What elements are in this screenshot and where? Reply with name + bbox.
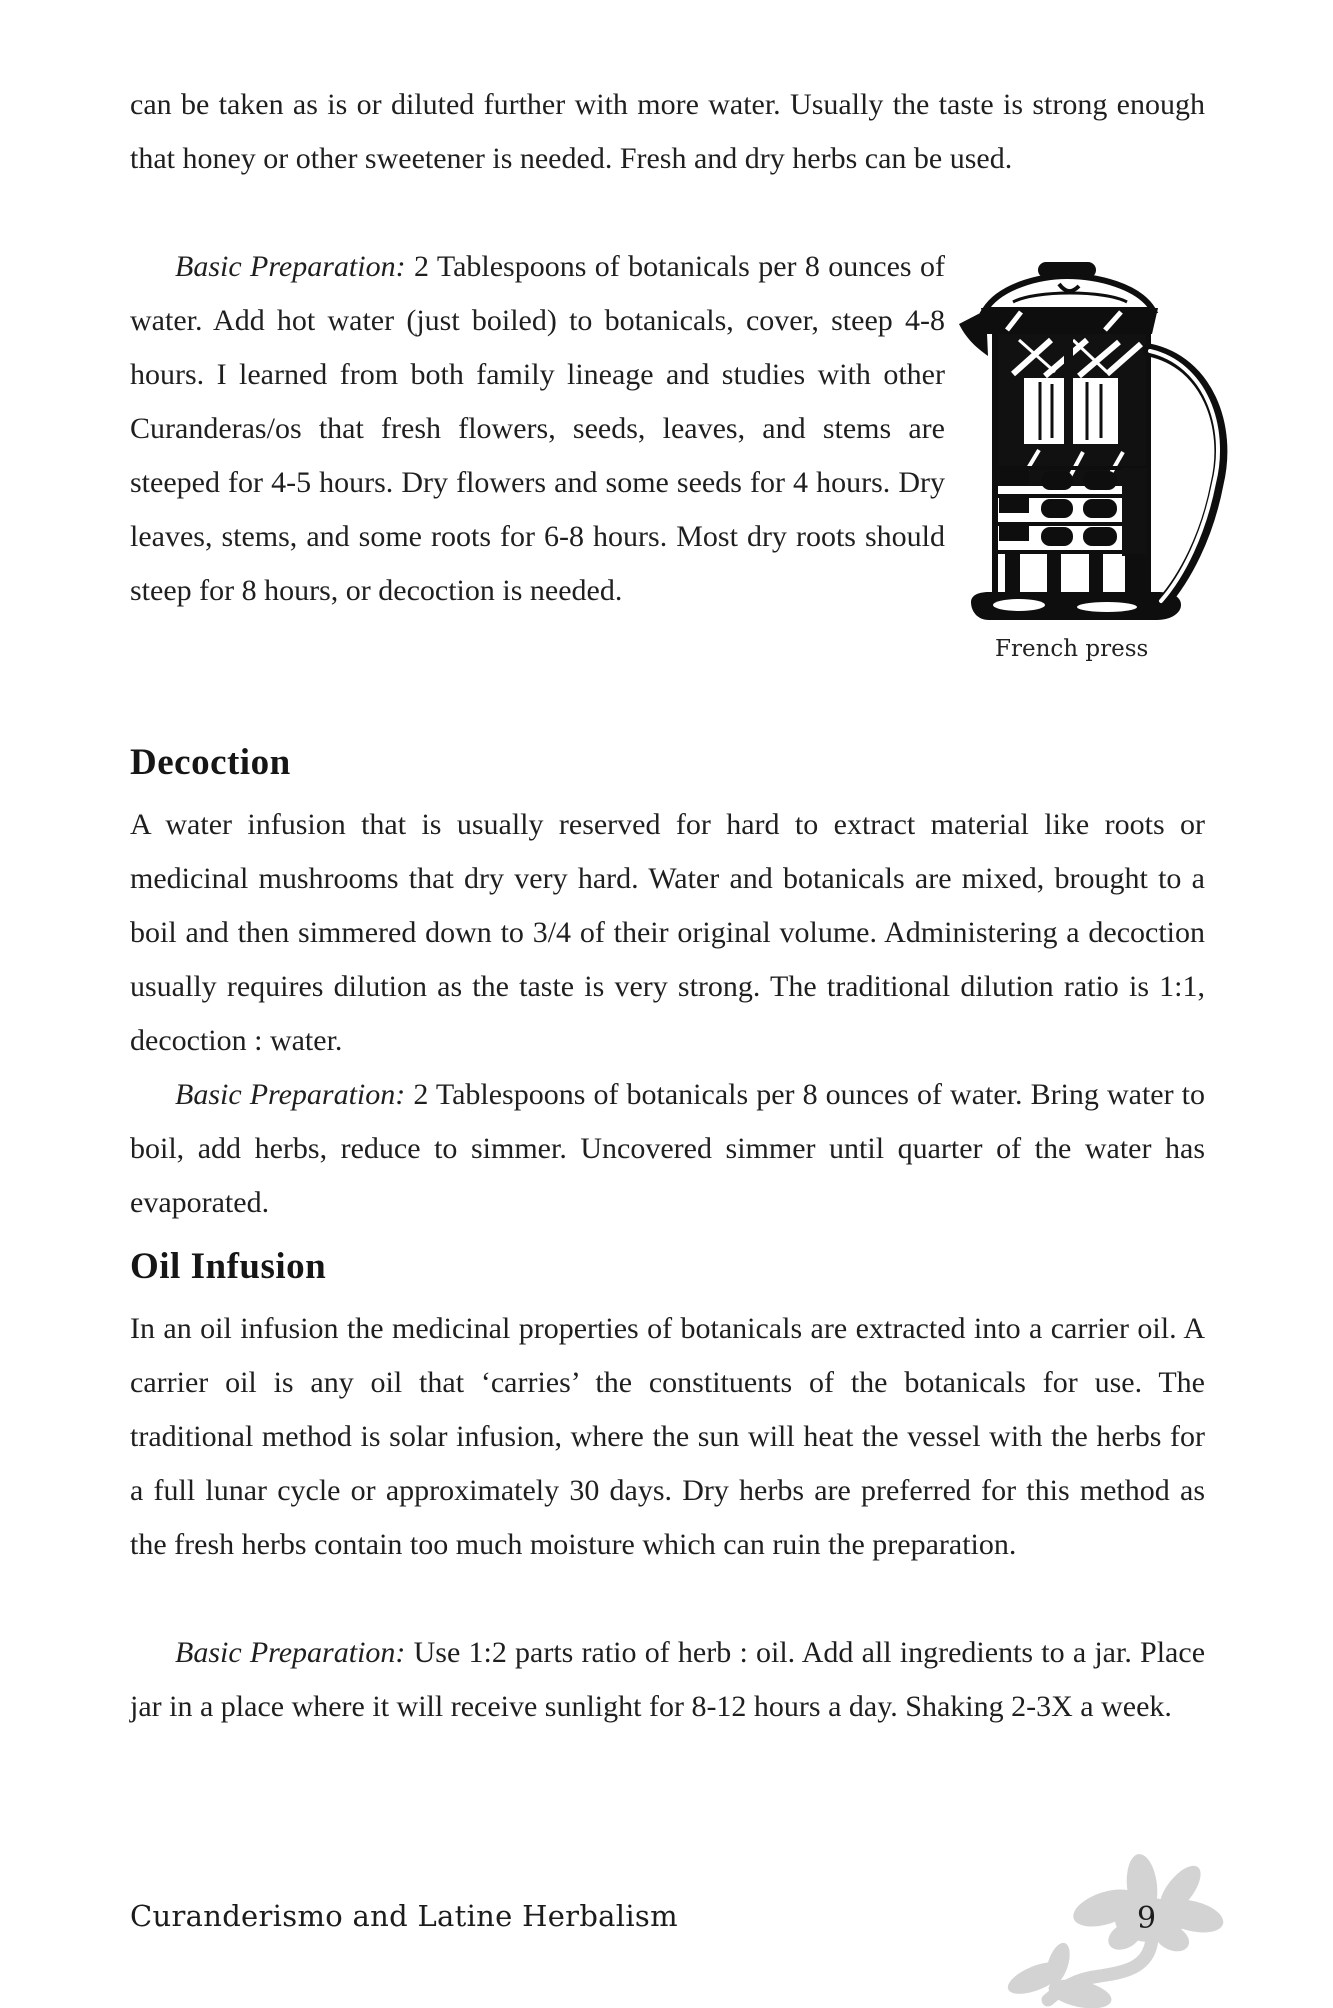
decoction-prep-text: 2 Tablespoons of botanicals per 8 ounces of water. Bring water to boil, add herbs, reduce to simmer. Uncovered simmer until quarter of the water has evaporated. [130,1078,1206,1219]
paragraph-oil-prep [130,1626,1205,1788]
oil-prep-lead: Basic Preparation: [175,1636,406,1669]
french-press-illustration [955,258,1245,628]
paragraph-intro [130,78,1205,240]
page-number: 9 [1137,1901,1157,1936]
infusion-prep-text: 2 Tablespoons of botanicals per 8 ounces of water. Add hot water (just boiled) to botanicals, cover, steep 4-8 hours. I learned from both family lineage and studies with other Curanderas/os that fresh flowers, seeds, leaves, and stems are steeped for 4-5 hours. Dry flowers and some seeds for 4 hours. Dry leaves, stems, and some roots for 6-8 hours. Most dry roots should steep for 8 hours, or decoction is needed. [130,250,945,607]
infusion-prep-lead: Basic Preparation: [175,250,406,283]
text-column [130,0,1205,1788]
oil-prep-text: Use 1:2 parts ratio of herb : oil. Add all ingredients to a jar. Place jar in a place where it will receive sunlight for 8-12 hours a day. Shaking 2-3X a week. [130,1636,1206,1723]
paragraph-decoction-body: A water infusion that is usually reserved for hard to extract material like roots or medicinal mushrooms that dry very hard. Water and botanicals are mixed, brought to a boil and then simmered down to 3/4 of their original volume. Administering a decoction usually requires dilution as the taste is very strong. The traditional dilution ratio is 1:1, decoction : water. [130,808,1205,1057]
book-title: Curanderismo and Latine Herbalism [130,1899,678,1933]
paragraph-intro-text: can be taken as is or diluted further with more water. Usually the taste is strong enough that honey or other sweetener is needed. Fresh and dry herbs can be used. [130,88,1205,175]
leaf-decoration [1000,1848,1333,2008]
decoction-prep-lead: Basic Preparation: [175,1078,406,1111]
paragraph-decoction-prep [130,1068,1205,1230]
paragraph-oil-body: In an oil infusion the medicinal properties of botanicals are extracted into a carrier oil. A carrier oil is any oil that ‘carries’ the constituents of the botanicals for use. The traditional method is solar infusion, where the sun will heat the vessel with the herbs for a full lunar cycle or approximately 30 days. Dry herbs are preferred for this method as the fresh herbs contain too much moisture which can ruin the preparation. [130,1312,1205,1561]
heading-decoction: Decoction [130,742,291,783]
french-press-caption: French press [995,636,1149,662]
heading-oil-infusion: Oil Infusion [130,1246,327,1287]
french-press-figure [955,258,1205,670]
